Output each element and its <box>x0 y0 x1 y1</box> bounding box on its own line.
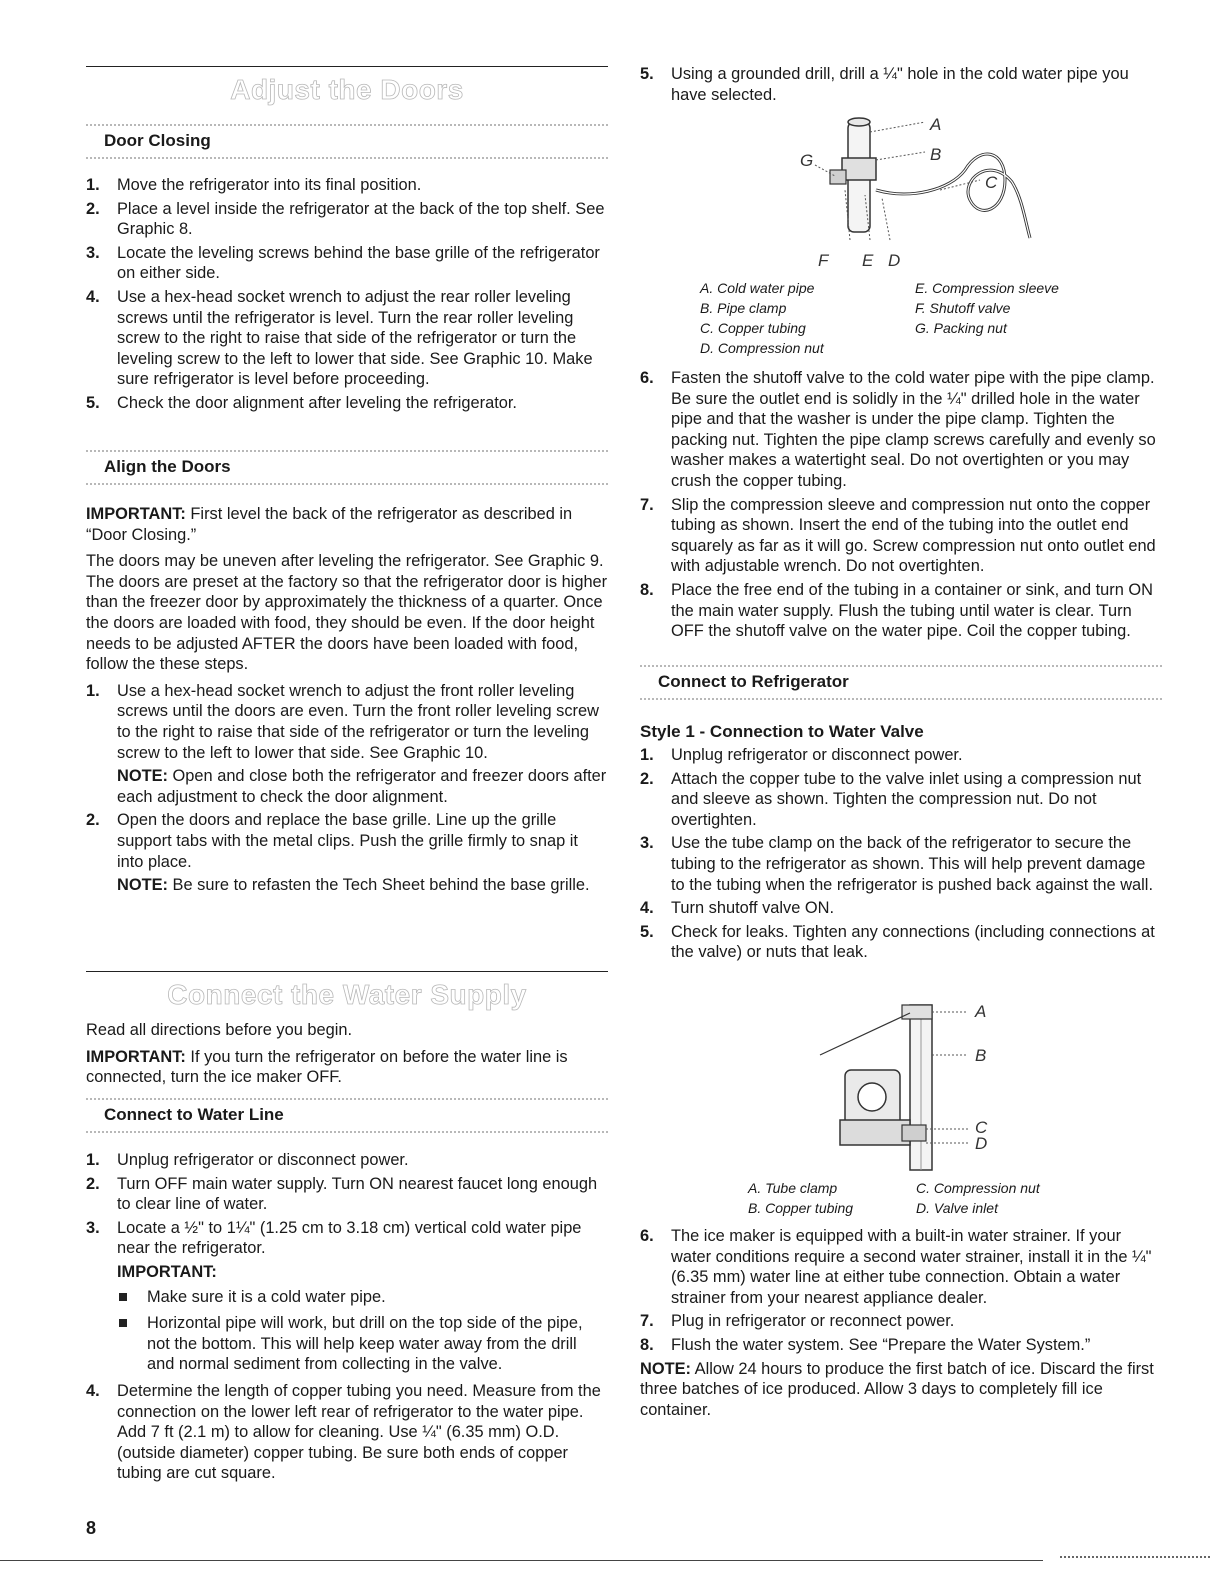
list-item: 2. Place a level inside the refrigerator at the back of the top shelf. See Graphic 8. <box>86 199 605 239</box>
subhead-connect-refrigerator <box>640 665 1162 700</box>
subhead-label: Align the Doors <box>104 457 231 476</box>
fig-letter: A <box>930 115 942 134</box>
list-item: 4. Determine the length of copper tubing you need. Measure from the connection on the lower left rear of refrigerator to the water pipe. Add 7 ft (2.1 m) to allow for cleaning. Use ¼" (6.35 mm) O.D. (outside diameter) copper tubing. Be sure both ends of copper tubing are cut square. <box>86 1381 601 1483</box>
section-title-adjust-doors: Adjust the Doors <box>230 74 464 105</box>
list-item: 3. Locate the leveling screws behind the base grille of the refrigerator on either side. <box>86 243 600 283</box>
list-item: 3. Locate a ½" to 1¼" (1.25 cm to 3.18 cm) vertical cold water pipe near the refrigerator. IMPORTANT: Make sure it is a cold water pipe. Horizontal pipe will work, but drill on the top side of the pipe, not the bottom. This will help keep water away from the drill and normal sediment from collecting in the valve. <box>86 1218 608 1375</box>
fig-letter: D <box>975 1134 988 1153</box>
subhead-door-closing <box>86 124 608 159</box>
subhead-label: Connect to Refrigerator <box>658 672 849 691</box>
fig-letter: G <box>800 151 814 170</box>
fig-letter: C <box>985 173 998 192</box>
note-paragraph: NOTE: Allow 24 hours to produce the first batch of ice. Discard the first three batches of ice produced. Allow 3 days to completely fill ice container. <box>640 1359 1154 1419</box>
fig-letter: E <box>862 251 874 270</box>
connect-fridge-steps <box>640 745 1162 966</box>
bullet-item: Make sure it is a cold water pipe. <box>117 1287 608 1308</box>
list-item: 1. Move the refrigerator into its final position. <box>86 176 422 194</box>
list-item: 3. Use the tube clamp on the back of the refrigerator to secure the tubing to the refrigerator as shown. This will help prevent damage to the tubing when the refrigerator is pushed back against the wall. <box>640 834 1153 894</box>
bullet-item: Horizontal pipe will work, but drill on the top side of the pipe, not the bottom. This will help keep water away from the drill and normal sediment from collecting in the valve. <box>117 1313 608 1375</box>
fig-letter: F <box>818 251 829 270</box>
fig1-captions-right: E. Compression sleeve F. Shutoff valve G. Packing nut <box>915 280 1059 336</box>
list-item: 4. Use a hex-head socket wrench to adjust the rear roller leveling screws until the refrigerator is level. Turn the rear roller leveling screw to the right to raise that side of the refrigerator or turn the leveling screw to the left to lower that side. See Graphic 10. Make sure refrigerator is level before proceeding. <box>86 287 593 389</box>
fig-letter: D <box>888 251 901 270</box>
list-item: 6. The ice maker is equipped with a built-in water strainer. If your water conditions require a second water strainer, install it in the ¼" (6.35 mm) water line at either tube connection. Obtain a water strainer from your nearest appliance dealer. <box>640 1227 1152 1307</box>
fig2-captions-right: C. Compression nut D. Valve inlet <box>916 1180 1040 1216</box>
fig-letter: A <box>975 1002 987 1021</box>
list-item: 2. Turn OFF main water supply. Turn ON nearest faucet long enough to clear line of water. <box>86 1174 598 1214</box>
subhead-label: Connect to Water Line <box>104 1105 284 1124</box>
important-label: IMPORTANT: <box>117 1262 217 1281</box>
subhead-water-line <box>86 1098 608 1133</box>
section-rule <box>86 971 608 972</box>
water-line-steps <box>86 1150 608 1487</box>
list-item: 8. Place the free end of the tubing in a container or sink, and turn ON the main water supply. Flush the tubing until water is clear. Turn OFF the shutoff valve on the water pipe. Coil the copper tubing. <box>640 580 1153 641</box>
align-doors-body <box>86 504 608 899</box>
fig2-captions-left: A. Tube clamp B. Copper tubing <box>748 1180 854 1216</box>
list-item: 1. Use a hex-head socket wrench to adjust the front roller leveling screws until the doors are even. Turn the front roller leveling screw to the right to raise that side of the refrigerator or turn the leveling screw to the left to lower that side. See Graphic 10. NOTE: Open and close both the refrigerator and freezer doors after each adjustment to check the door alignment. <box>86 681 607 806</box>
steps-6-8 <box>640 368 1162 645</box>
final-steps <box>640 1226 1162 1426</box>
step-5 <box>640 64 1162 108</box>
page-number: 8 <box>86 1518 97 1538</box>
paragraph: Read all directions before you begin. <box>86 1021 353 1039</box>
section-title-water-supply: Connect the Water Supply <box>167 979 527 1010</box>
list-item: 7. Plug in refrigerator or reconnect power. <box>640 1312 955 1331</box>
fig1-captions-left: A. Cold water pipe B. Pipe clamp C. Copper tubing D. Compression nut <box>700 280 824 356</box>
subhead-label: Door Closing <box>104 131 211 150</box>
door-closing-steps <box>86 175 608 417</box>
note: NOTE: Open and close both the refrigerator and freezer doors after each adjustment to check the door alignment. <box>117 767 607 806</box>
note: NOTE: Be sure to refasten the Tech Sheet behind the base grille. <box>117 876 590 895</box>
list-item: 7. Slip the compression sleeve and compression nut onto the copper tubing as shown. Insert the end of the tubing into the outlet end squarely as far as it will go. Screw compression nut onto outlet end with adjustable wrench. Do not overtighten. <box>640 495 1156 576</box>
list-item: 4. Turn shutoff valve ON. <box>640 899 835 918</box>
fig-letter: C <box>975 1118 988 1137</box>
section-rule <box>86 66 608 67</box>
list-item: 5. Check the door alignment after leveling the refrigerator. <box>86 393 517 412</box>
fig-letter: B <box>975 1046 987 1065</box>
important-paragraph: IMPORTANT: First level the back of the refrigerator as described in “Door Closing.” <box>86 505 573 544</box>
water-valve-illustration <box>810 995 1010 1175</box>
list-item: 5. Check for leaks. Tighten any connections (including connections at the valve) or nuts that leak. <box>640 922 1155 962</box>
subhead-align-doors <box>86 450 608 485</box>
footer-dots <box>1060 1556 1210 1558</box>
water-intro <box>86 1020 608 1094</box>
footer-rule <box>0 1560 1043 1561</box>
style-heading: Style 1 - Connection to Water Valve <box>640 722 924 741</box>
fig-letter: B <box>930 145 942 164</box>
shutoff-valve-illustration <box>790 110 1050 270</box>
list-item: 2. Attach the copper tube to the valve inlet using a compression nut and sleeve as shown. Tighten the compression nut. Do not overtighten. <box>640 769 1142 829</box>
list-item: 5. Using a grounded drill, drill a ¼" hole in the cold water pipe you have selected. <box>640 65 1129 104</box>
list-item: 8. Flush the water system. See “Prepare the Water System.” <box>640 1335 1091 1354</box>
paragraph: The doors may be uneven after leveling the refrigerator. See Graphic 9. The doors are preset at the factory so that the refrigerator door is higher than the freezer door by approximately the thickness of a quarter. Once the doors are loaded with food, they should be even. If the door height needs to be adjusted AFTER the doors have been loaded with food, follow the these steps. <box>86 552 608 674</box>
list-item: 2. Open the doors and replace the base grille. Line up the grille support tabs with the metal clips. Push the grille firmly to snap it into place. NOTE: Be sure to refasten the Tech Sheet behind the base grille. <box>86 810 608 895</box>
important-paragraph: IMPORTANT: If you turn the refrigerator on before the water line is connected, turn the ice maker OFF. <box>86 1047 568 1087</box>
list-item: 1. Unplug refrigerator or disconnect power. <box>640 746 963 764</box>
list-item: 6. Fasten the shutoff valve to the cold water pipe with the pipe clamp. Be sure the outlet end is solidly in the ¼" drilled hole in the water pipe and that the washer is under the pipe clamp. Tighten the packing nut. Tighten the pipe clamp screws carefully and evenly so washer makes a watertight seal. Do not overtighten or you may crush the copper tubing. <box>640 369 1156 490</box>
list-item: 1. Unplug refrigerator or disconnect power. <box>86 1151 409 1169</box>
